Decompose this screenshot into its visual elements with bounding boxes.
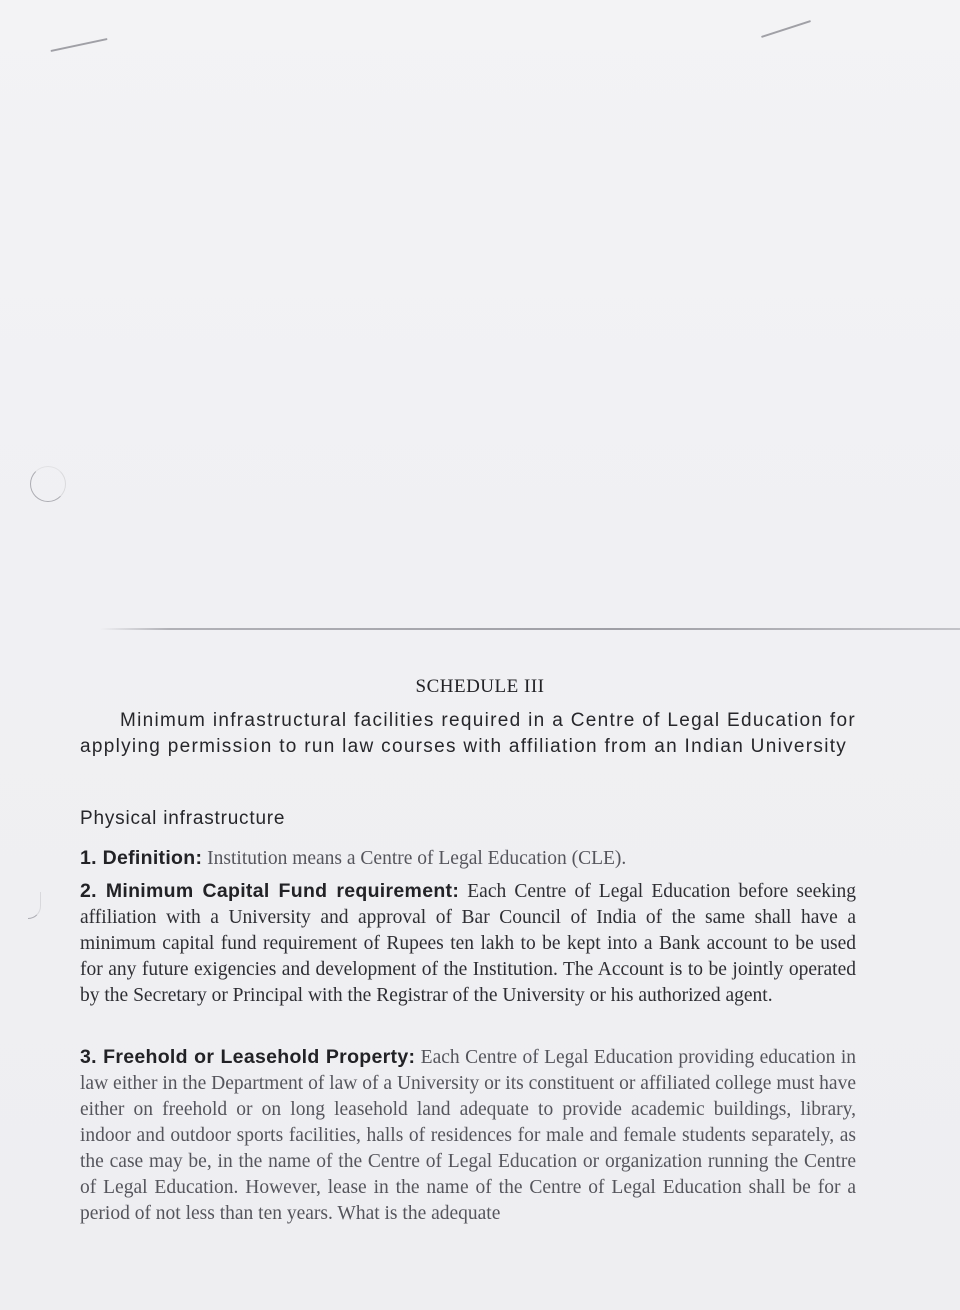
clause-lead: 1. Definition: <box>80 847 203 869</box>
schedule-heading: SCHEDULE III <box>415 676 545 697</box>
punch-hole-mark <box>30 466 66 502</box>
clause-definition <box>80 845 856 872</box>
clause-property <box>80 1044 856 1227</box>
schedule-intro: Minimum infrastructural facilities required in a Centre of Legal Education for applying permission to run law courses with affiliation from an Indian University <box>80 710 856 757</box>
clause-body: Each Centre of Legal Education before seeking affiliation with a University and approval of Bar Council of India of the same shall have a minimum capital fund requirement of Rupees ten lakh to be kept into a Bank account to be used for any future exigencies and development of the Institution. The Account is to be jointly operated by the Secretary or Principal with the Registrar of the University or his authorized agent. <box>80 881 856 1006</box>
clause-body: Institution means a Centre of Legal Education (CLE). <box>202 848 627 869</box>
clause-capital-fund <box>80 878 856 1009</box>
section-title: Physical infrastructure <box>80 808 286 829</box>
clause-lead: 2. Minimum Capital Fund requirement: <box>80 880 460 902</box>
pen-mark <box>761 20 811 38</box>
pen-mark <box>50 38 107 52</box>
clause-lead: 3. Freehold or Leasehold Property: <box>80 1046 416 1068</box>
clause-body: Each Centre of Legal Education providing education in law either in the Department of law of a University or its constituent or affiliated college must have either on freehold or on long leasehold land adequate to provide academic buildings, library, indoor and outdoor sports facilities, halls of residences for male and female students separately, as the case may be, in the name of the Centre of Legal Education or organization running the Centre of Legal Education. However, lease in the name of the Centre of Legal Education shall be for a period of not less than ten years. What is the adequate <box>80 1047 857 1224</box>
punch-hole-mark <box>28 892 41 919</box>
paper-fold-line <box>100 628 960 630</box>
